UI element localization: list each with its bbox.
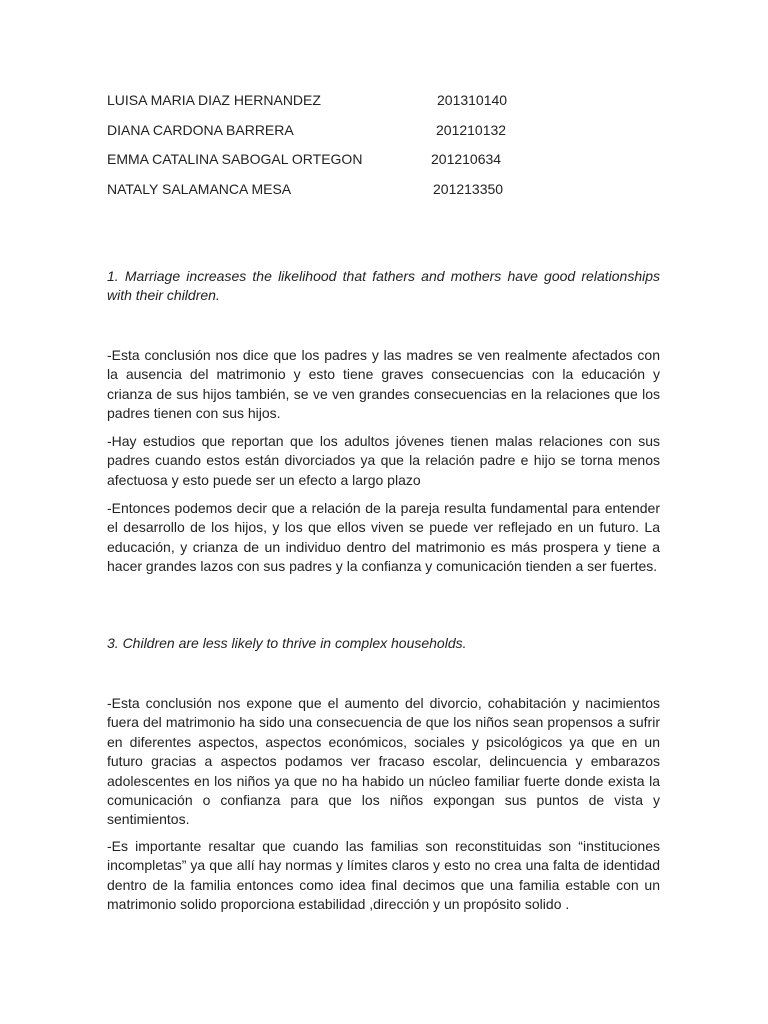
author-name: LUISA MARIA DIAZ HERNANDEZ xyxy=(107,92,321,108)
section-1-heading: 1. Marriage increases the likelihood that fathers and mothers have good relationships with their children. xyxy=(107,268,660,304)
author-student-id: 201310140 xyxy=(437,92,508,108)
paragraph: -Es importante resaltar que cuando las familias son reconstituidas son “instituciones incompletas” ya que allí hay normas y límites claros y esto no crea una falta de identidad dentro de la familia entonces como idea final decimos que una familia estable con un matrimonio solido proporciona estabilidad ,dirección y un propósito solido . xyxy=(107,838,660,913)
paragraph: -Esta conclusión nos expone que el aumento del divorcio, cohabitación y nacimientos fuera del matrimonio ha sido una consecuencia de que los niños sean propensos a sufrir en diferentes aspectos, aspectos económicos, sociales y psicológicos ya que en un futuro gracias a aspectos podamos ver fracaso escolar, delincuencia y embarazos adolescentes en los niños ya que no ha habido un núcleo familiar fuerte donde exista la comunicación o confianza para que los niños expongan sus puntos de vista y sentimientos. xyxy=(107,695,660,828)
paragraph: -Esta conclusión nos dice que los padres y las madres se ven realmente afectados con la ausencia del matrimonio y esto tiene graves consecuencias con la educación y crianza de sus hijos también, se ve ven grandes consecuencias en la relaciones que los padres tienen con sus hijos. xyxy=(107,347,660,422)
author-name: EMMA CATALINA SABOGAL ORTEGON xyxy=(107,151,363,167)
author-student-id: 201210132 xyxy=(436,122,507,138)
section-3-heading: 3. Children are less likely to thrive in complex households. xyxy=(107,635,467,651)
author-student-id: 201213350 xyxy=(433,181,504,197)
author-student-id: 201210634 xyxy=(431,151,502,167)
author-row xyxy=(107,179,660,199)
author-name: NATALY SALAMANCA MESA xyxy=(107,181,292,197)
author-row xyxy=(107,120,660,140)
paragraph: -Entonces podemos decir que a relación de la pareja resulta fundamental para entender el desarrollo de los hijos, y los que ellos viven se puede ver reflejado en un futuro. La educación, y crianza de un individuo dentro del matrimonio es más prospera y tiene a hacer grandes lazos con sus padres y la confianza y comunicación tienden a ser fuertes. xyxy=(107,500,660,575)
author-name: DIANA CARDONA BARRERA xyxy=(107,122,294,138)
paragraph: -Hay estudios que reportan que los adultos jóvenes tienen malas relaciones con sus padres cuando estos están divorciados ya que la relación padre e hijo se torna menos afectuosa y esto puede ser un efecto a largo plazo xyxy=(107,433,660,488)
document-page xyxy=(107,0,660,1024)
author-row xyxy=(107,149,660,169)
author-row xyxy=(107,90,660,110)
